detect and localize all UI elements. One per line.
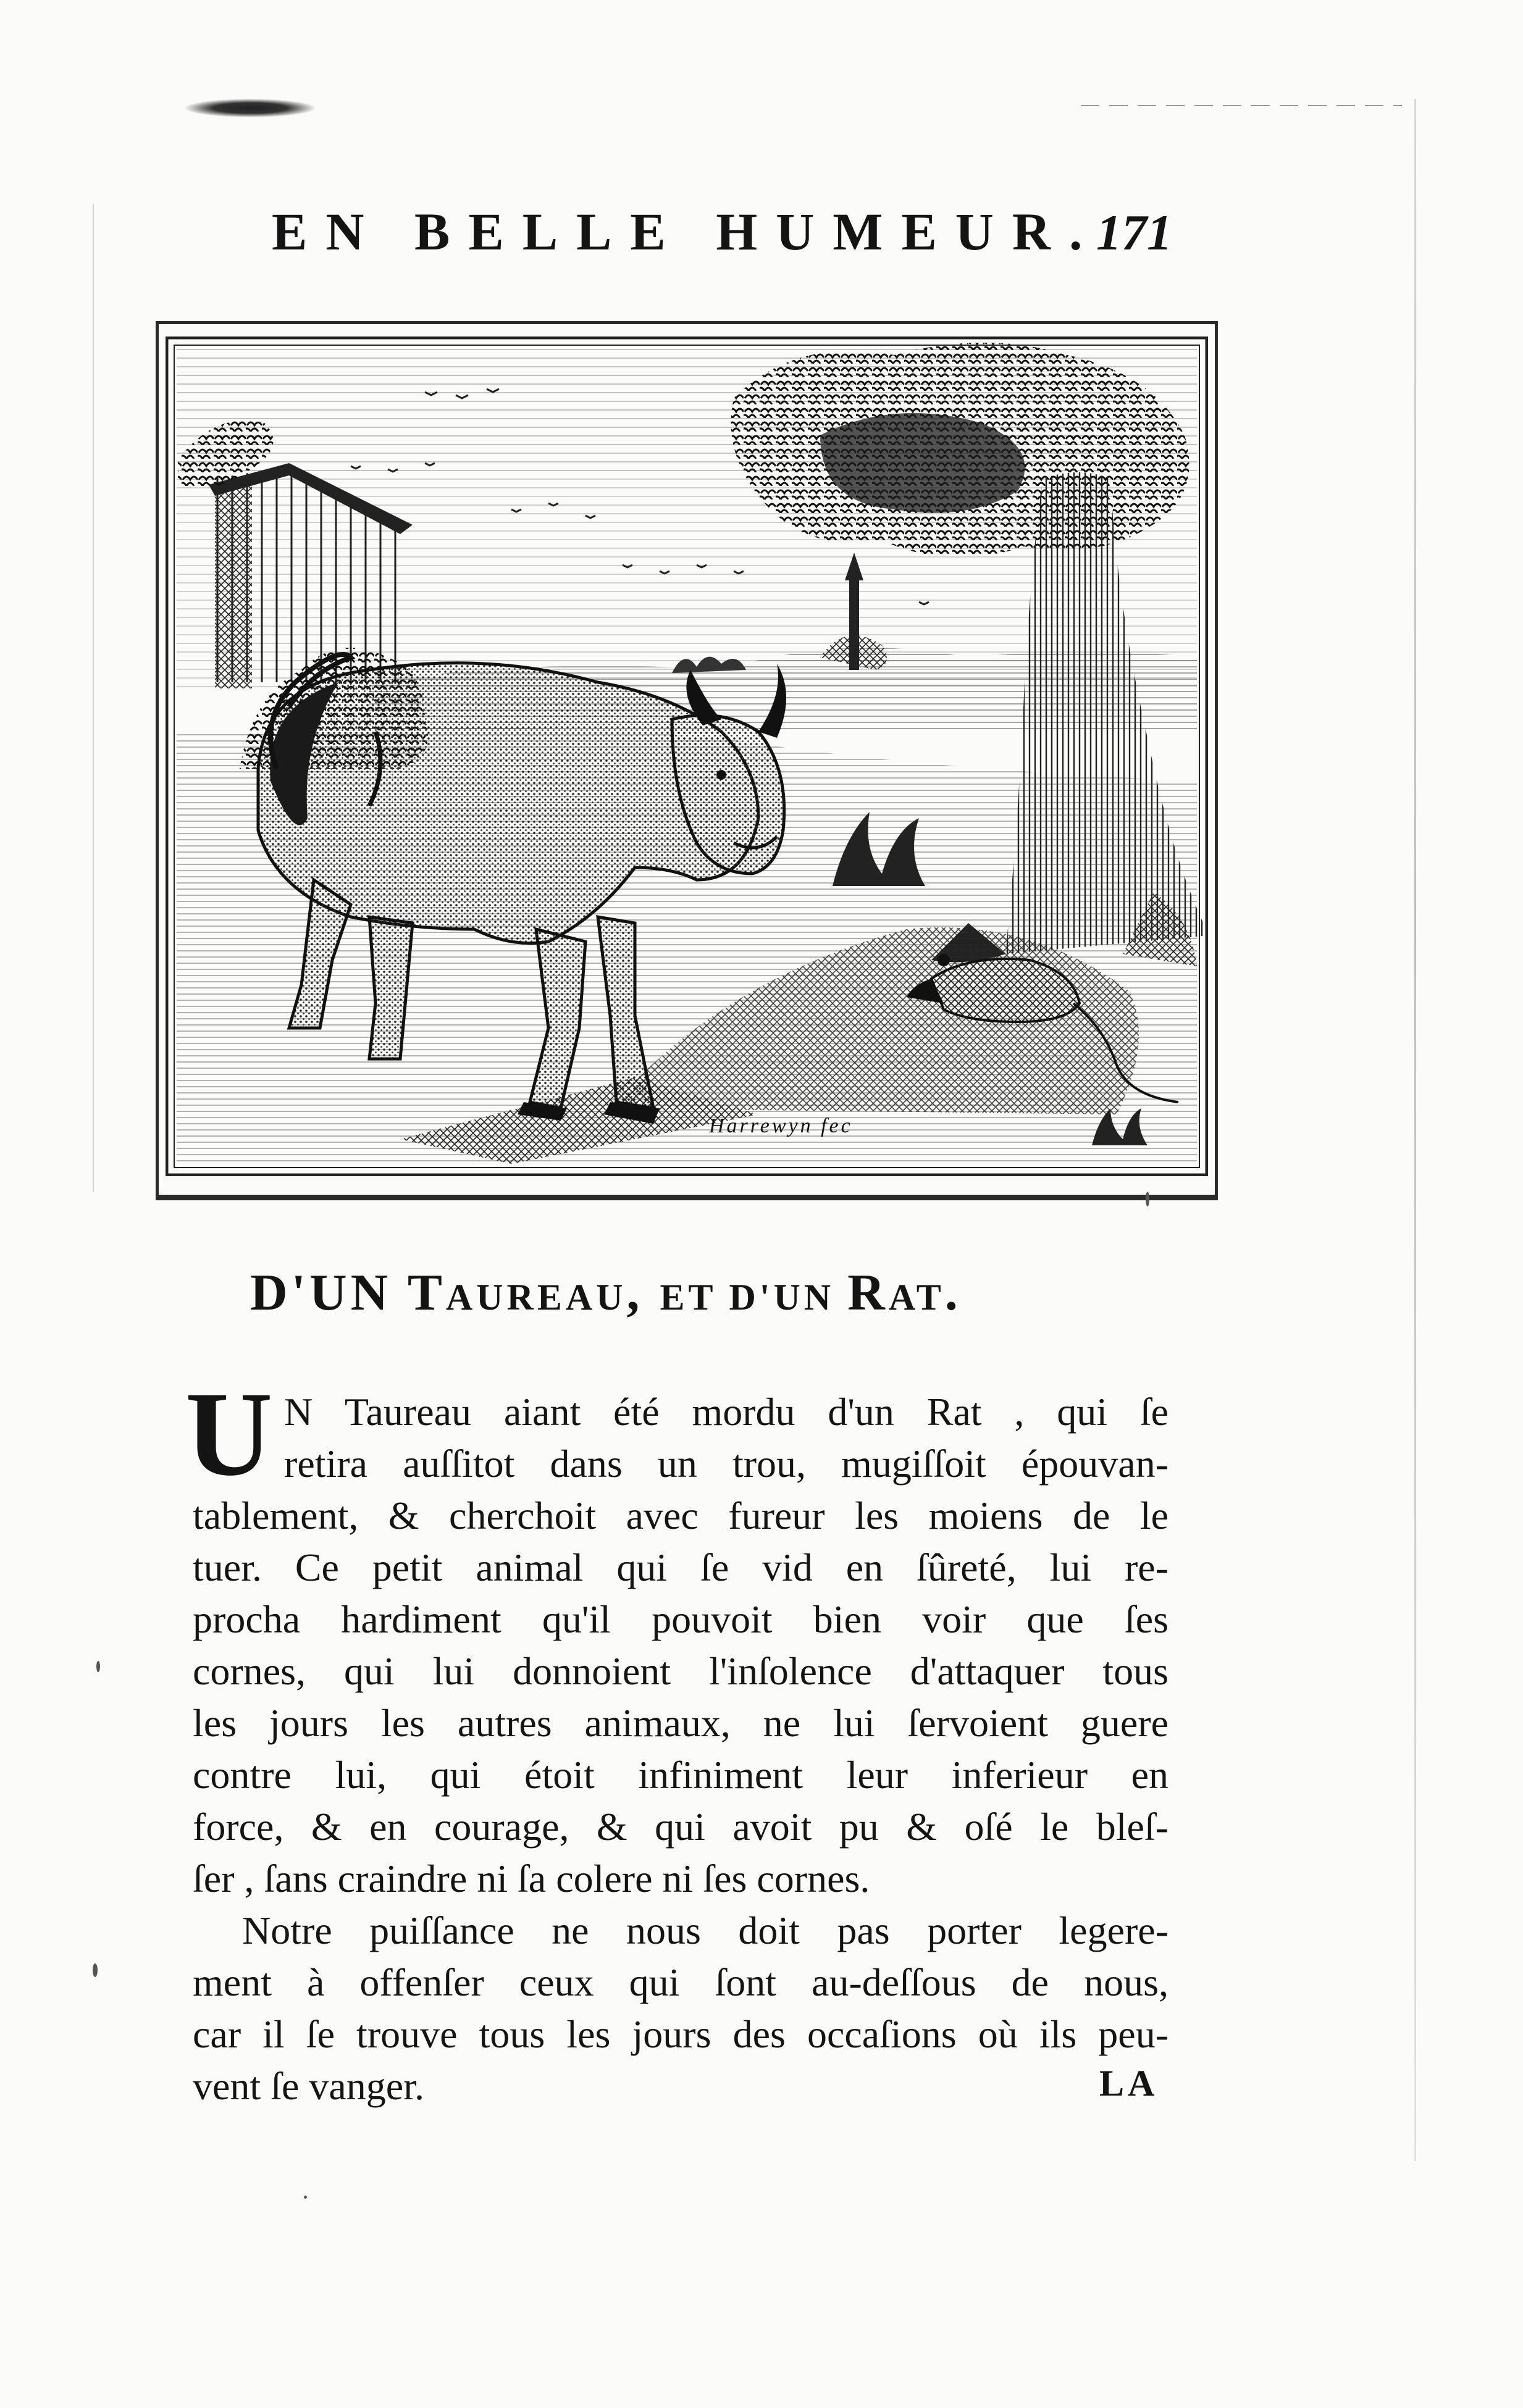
text-line: tuer. Ce petit animal qui ſe vid en ſûreté, lui re- bbox=[193, 1545, 1168, 1589]
title-part: , bbox=[626, 1264, 660, 1321]
text-line: N Taureau aiant été mordu d'un Rat , qui ſe bbox=[284, 1390, 1168, 1434]
title-part: AT bbox=[888, 1277, 945, 1318]
engraver-signature: Harrewyn fec bbox=[709, 1114, 853, 1137]
fable-paragraph bbox=[193, 1386, 1168, 1905]
page-edge-mark bbox=[1081, 105, 1402, 106]
title-part: T bbox=[407, 1264, 446, 1321]
text-line: les jours les autres animaux, ne lui ſervoient guere bbox=[193, 1701, 1168, 1745]
title-part: . bbox=[944, 1264, 962, 1321]
text-line: Notre puiſſance ne nous doit pas porter legere- bbox=[242, 1908, 1168, 1952]
ink-speck bbox=[304, 2196, 307, 2199]
page-edge bbox=[1414, 99, 1416, 2161]
ink-speck bbox=[1146, 1192, 1149, 1206]
text-line: car il ſe trouve tous les jours des occaſions où ils peu- bbox=[193, 2012, 1168, 2056]
ink-speck bbox=[93, 1963, 98, 1977]
engraving-illustration bbox=[166, 337, 1208, 1176]
text-line: procha hardiment qu'il pouvoit bien voir que ſes bbox=[193, 1597, 1168, 1641]
catchword: LA bbox=[1099, 2063, 1159, 2104]
text-line: retira auſſitot dans un trou, mugiſſoit épouvan- bbox=[284, 1442, 1168, 1486]
title-part: D'UN bbox=[250, 1264, 408, 1321]
fable-title bbox=[250, 1263, 1152, 1331]
page-edge bbox=[93, 204, 94, 1192]
text-line: vent ſe vanger. bbox=[193, 2064, 424, 2108]
text-line: force, & en courage, & qui avoit pu & oſé le bleſ- bbox=[193, 1805, 1168, 1849]
fable-body bbox=[193, 1386, 1168, 2112]
text-line: tablement, & cherchoit avec fureur les moiens de le bbox=[193, 1494, 1168, 1537]
title-part: ET D'UN bbox=[660, 1277, 848, 1318]
text-line: ment à offenſer ceux qui ſont au-deſſous de nous, bbox=[193, 1960, 1168, 2004]
ink-smudge bbox=[185, 99, 315, 117]
running-head: EN BELLE HUMEUR. bbox=[272, 202, 1101, 261]
title-part: AUREAU bbox=[445, 1277, 627, 1318]
text-line: cornes, qui lui donnoient l'inſolence d'attaquer tous bbox=[193, 1649, 1168, 1693]
title-part: R bbox=[847, 1264, 889, 1321]
text-line: ſer , ſans craindre ni ſa colere ni ſes cornes. bbox=[193, 1857, 870, 1900]
page-number: 171 bbox=[1096, 204, 1172, 261]
moral-paragraph bbox=[193, 1905, 1168, 2112]
drop-cap: U bbox=[185, 1367, 273, 1501]
ink-speck bbox=[96, 1661, 100, 1672]
text-line: contre lui, qui étoit infiniment leur inferieur en bbox=[193, 1753, 1168, 1797]
